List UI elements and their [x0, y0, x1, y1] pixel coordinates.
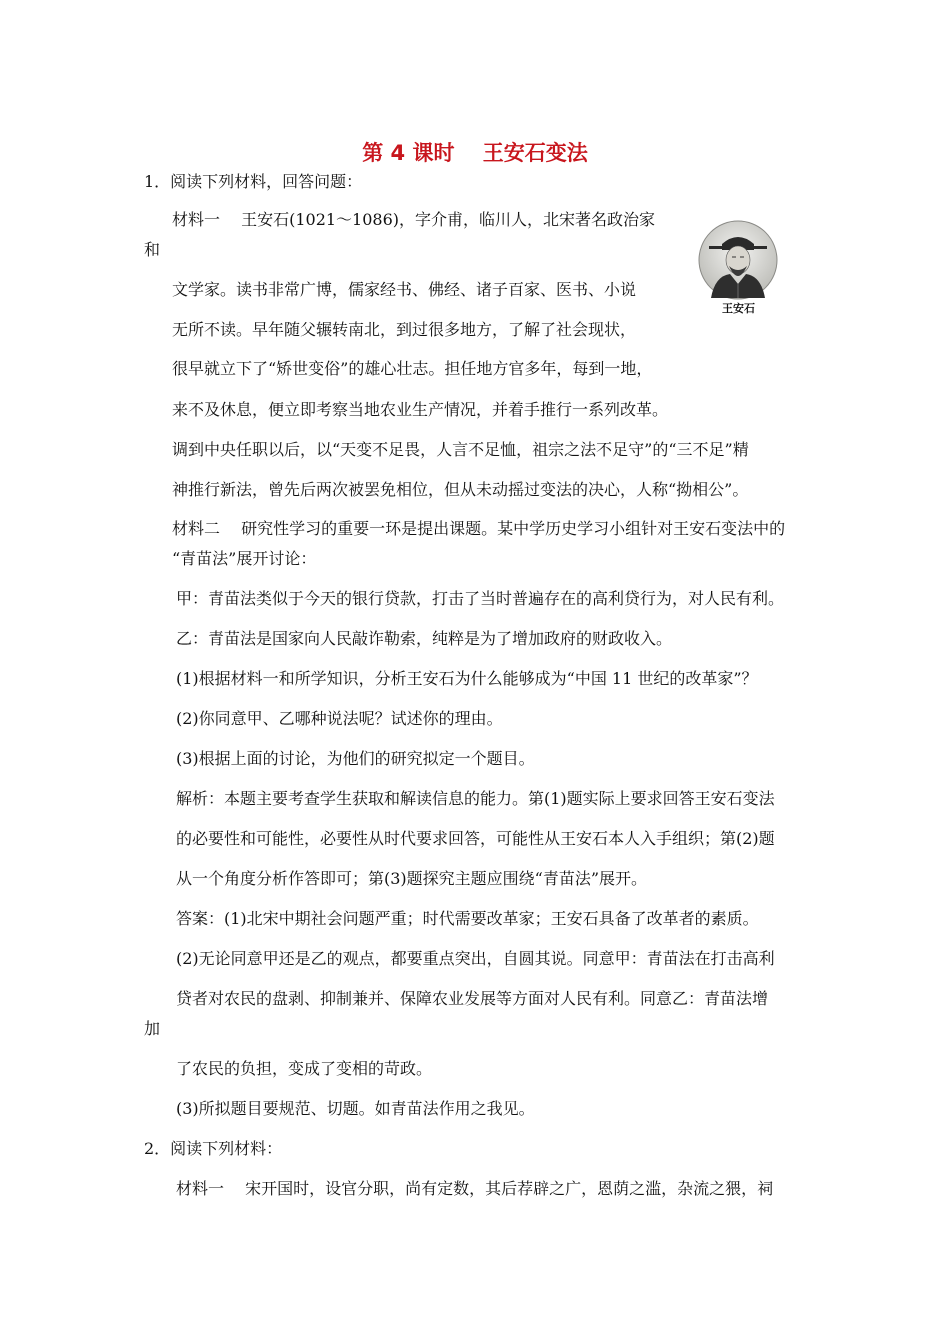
- q1-material-1-line: 材料一 王安石(1021～1086)，字介甫，临川人，北宋著名政治家: [172, 210, 656, 229]
- q1-view-yi: 乙：青苗法是国家向人民敲诈勒索，纯粹是为了增加政府的财政收入。: [176, 629, 673, 648]
- question-1-heading: 1．阅读下列材料，回答问题：: [144, 172, 363, 191]
- q1-answer-line: 加: [144, 1019, 161, 1038]
- q1-answer-line: 贷者对农民的盘剥、抑制兼并、保障农业发展等方面对人民有利。同意乙：青苗法增: [176, 989, 769, 1008]
- portrait-caption: 王安石: [722, 302, 755, 315]
- q1-material-1-line: 很早就立下了“矫世变俗”的雄心壮志。担任地方官多年，每到一地，: [172, 359, 653, 378]
- q1-analysis-line: 从一个角度分析作答即可；第(3)题探究主题应围绕“青苗法”展开。: [176, 869, 648, 888]
- q1-question: (2)你同意甲、乙哪种说法呢？试述你的理由。: [176, 709, 503, 728]
- q1-view-jia: 甲：青苗法类似于今天的银行贷款，打击了当时普遍存在的高利贷行为，对人民有利。: [176, 589, 785, 608]
- page-title: 第 4 课时 王安石变法: [362, 141, 588, 165]
- question-2-heading: 2．阅读下列材料：: [144, 1139, 283, 1158]
- q1-answer-line: 答案：(1)北宋中期社会问题严重；时代需要改革家；王安石具备了改革者的素质。: [176, 909, 759, 928]
- q1-answer-line: (2)无论同意甲还是乙的观点，都要重点突出，自圆其说。同意甲：青苗法在打击高利: [176, 949, 775, 968]
- q1-material-2-line: 材料二 研究性学习的重要一环是提出课题。某中学历史学习小组针对王安石变法中的: [172, 519, 786, 538]
- q1-question: (3)根据上面的讨论，为他们的研究拟定一个题目。: [176, 749, 535, 768]
- q1-material-1-line: 神推行新法，曾先后两次被罢免相位，但从未动摇过变法的决心，人称“拗相公”。: [172, 480, 749, 499]
- q1-material-1-line: 来不及休息，便立即考察当地农业生产情况，并着手推行一系列改革。: [172, 400, 669, 419]
- q1-material-1-line: 和: [144, 240, 161, 259]
- q1-analysis-line: 解析：本题主要考查学生获取和解读信息的能力。第(1)题实际上要求回答王安石变法: [176, 789, 775, 808]
- q1-answer-line: 了农民的负担，变成了变相的苛政。: [176, 1059, 433, 1078]
- q1-material-1-line: 调到中央任职以后，以“天变不足畏，人言不足恤，祖宗之法不足守”的“三不足”精: [172, 440, 749, 459]
- q2-material-1-line: 材料一 宋开国时，设官分职，尚有定数，其后荐辟之广，恩荫之滥，杂流之猥，祠: [176, 1179, 774, 1198]
- q1-question: (1)根据材料一和所学知识，分析王安石为什么能够成为“中国 11 世纪的改革家”？: [176, 669, 758, 688]
- q1-material-2-line: “青苗法”展开讨论：: [172, 549, 317, 568]
- q1-analysis-line: 的必要性和可能性，必要性从时代要求回答，可能性从王安石本人入手组织；第(2)题: [176, 829, 775, 848]
- q1-material-1-line: 文学家。读书非常广博，儒家经书、佛经、诸子百家、医书、小说: [172, 280, 637, 299]
- q1-material-1-line: 无所不读。早年随父辗转南北，到过很多地方，了解了社会现状，: [172, 320, 637, 339]
- q1-answer-line: (3)所拟题目要规范、切题。如青苗法作用之我见。: [176, 1099, 535, 1118]
